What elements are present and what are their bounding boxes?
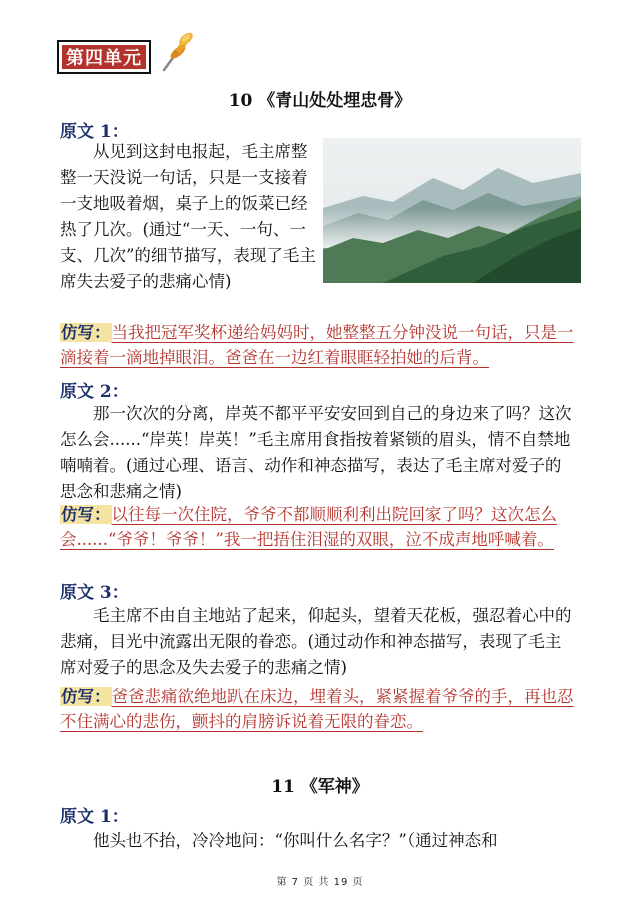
pushpin-icon bbox=[158, 28, 196, 74]
passage-text: 毛主席不由自主地站了起来，仰起头，望着天花板，强忍着心中的悲痛，目光中流露出无限的眷恋。(通过动作和神态描写，表现了毛主席对爱子的思念及失去爱子的悲痛之情) bbox=[60, 606, 572, 677]
unit-badge-label: 第四单元 bbox=[62, 45, 146, 69]
passage-label: 原文 1： bbox=[60, 122, 129, 142]
unit-badge bbox=[57, 40, 151, 74]
imitation-label: 仿写： bbox=[61, 687, 111, 706]
passage-text: 从见到这封电报起，毛主席整整一天没说一句话，只是一支接着一支地吸着烟，桌子上的饭菜已经热了几次。(通过“一天、一句、一支、几次”的细节描写，表现了毛主席失去爱子的悲痛心情) bbox=[60, 142, 316, 291]
imitation-text: 以往每一次住院，爷爷不都顺顺利利出院回家了吗？这次怎么会......“爷爷！爷爷！”我一把捂住泪湿的双眼，泣不成声地呼喊着。 bbox=[60, 505, 557, 549]
lesson-title: 11 《军神》 bbox=[271, 777, 369, 797]
imitation-block bbox=[60, 320, 574, 370]
imitation-text: 爸爸悲痛欲绝地趴在床边，埋着头，紧紧握着爷爷的手，再也忍不住满心的悲伤，颤抖的肩膀诉说着无限的眷恋。 bbox=[60, 687, 574, 731]
imitation-text: 当我把冠军奖杯递给妈妈时，她整整五分钟没说一句话，只是一滴接着一滴地掉眼泪。爸爸在一边红着眼眶轻拍她的后背。 bbox=[60, 323, 574, 367]
page-number: 第 7 页 共 19 页 bbox=[276, 877, 364, 888]
passage-label: 原文 3： bbox=[60, 583, 129, 603]
passage-label: 原文 2： bbox=[60, 382, 129, 402]
passage-label: 原文 1： bbox=[60, 807, 129, 827]
imitation-label: 仿写： bbox=[61, 505, 111, 524]
mountain-landscape-image bbox=[323, 138, 581, 283]
imitation-block bbox=[60, 684, 574, 734]
passage-text: 他头也不抬，冷冷地问：“你叫什么名字？”（通过神态和 bbox=[93, 831, 498, 850]
lesson-title: 10 《青山处处埋忠骨》 bbox=[228, 91, 412, 111]
imitation-block bbox=[60, 502, 574, 552]
imitation-label: 仿写： bbox=[61, 323, 111, 342]
passage-text: 那一次次的分离，岸英不都平平安安回到自己的身边来了吗？这次怎么会......“岸英！岸英！”毛主席用食指按着紧锁的眉头，情不自禁地喃喃着。(通过心理、语言、动作和神态描写，表达了毛主席对爱子的思念和悲痛之情) bbox=[60, 404, 572, 501]
